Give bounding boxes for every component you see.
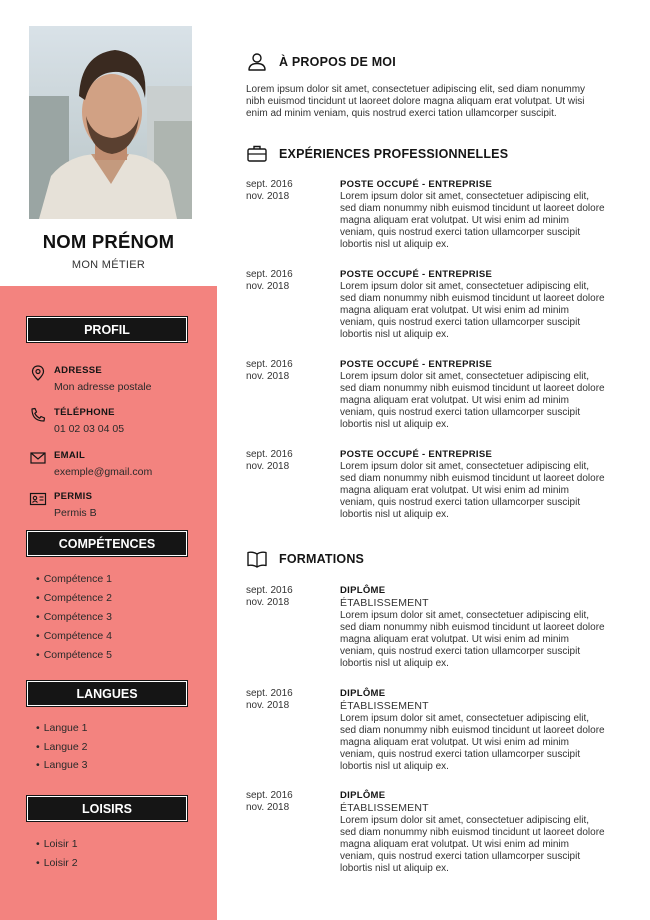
contact-license [29,490,209,526]
phone-icon [29,406,47,424]
entry-dates [246,359,326,383]
entry-body [340,269,606,341]
entry-body [340,790,606,875]
hobbies-list [36,838,206,876]
contact-label: PERMIS [54,491,93,502]
entry-start-date: sept. 2016 [246,359,293,370]
entry-dates [246,449,326,473]
entry-title: POSTE OCCUPÉ - ENTREPRISE [340,449,493,460]
contact-value: 01 02 03 04 05 [54,423,125,435]
entry-end-date: nov. 2018 [246,191,290,202]
skill-item: • Compétence 2 [36,592,206,611]
skill-item: • Compétence 5 [36,649,206,668]
entry-end-date: nov. 2018 [246,461,290,472]
entry-start-date: sept. 2016 [246,449,293,460]
entry-school: ÉTABLISSEMENT [340,700,429,712]
id-card-icon [29,490,47,508]
education-title: FORMATIONS [279,552,365,566]
entry-body [340,359,606,431]
entry-description: Lorem ipsum dolor sit amet, consectetuer adipiscing elit, sed diam nonummy nibh euismod tincidunt ut laoreet dolore magna aliquam erat volutpat. Ut wisi enim ad minim veniam, quis nostrud exerci tation ullamcorper suscipit lobortis nisl ut aliquip ex. [340,610,605,669]
about-title: À PROPOS DE MOI [279,55,396,69]
entry-body [340,179,606,251]
entry-description: Lorem ipsum dolor sit amet, consectetuer adipiscing elit, sed diam nonummy nibh euismod tincidunt ut laoreet dolore magna aliquam erat volutpat. Ut wisi enim ad minim veniam, quis nostrud exerci tation ullamcorper suscipit lobortis nisl ut aliquip ex. [340,281,605,340]
profile-photo [29,26,192,219]
candidate-name: NOM PRÉNOM [42,231,175,252]
hobby-item: • Loisir 1 [36,838,206,857]
entry-title: POSTE OCCUPÉ - ENTREPRISE [340,359,493,370]
user-icon [246,51,268,73]
entry-body [340,585,606,670]
contact-label: ADRESSE [54,365,103,376]
contact-label: EMAIL [54,450,86,461]
about-text: Lorem ipsum dolor sit amet, consectetuer adipiscing elit, sed diam nonummy nibh euismod tincidunt ut laoreet dolore magna aliquam erat volutpat. Ut wisi enim ad minim veniam, quis nostrud exerci tation ullamcorper suscipit. [246,84,586,119]
profil-section-header: PROFIL [27,317,187,342]
location-pin-icon [29,364,47,382]
contact-phone [29,406,209,442]
entry-start-date: sept. 2016 [246,269,293,280]
entry-title: DIPLÔME [340,585,386,596]
entry-description: Lorem ipsum dolor sit amet, consectetuer adipiscing elit, sed diam nonummy nibh euismod tincidunt ut laoreet dolore magna aliquam erat volutpat. Ut wisi enim ad minim veniam, quis nostrud exerci tation ullamcorper suscipit lobortis nisl ut aliquip ex. [340,815,605,874]
candidate-job-title: MON MÉTIER [71,259,146,271]
skill-item: • Compétence 1 [36,573,206,592]
entry-body [340,449,606,521]
entry-title: POSTE OCCUPÉ - ENTREPRISE [340,269,493,280]
entry-school: ÉTABLISSEMENT [340,802,429,814]
entry-end-date: nov. 2018 [246,371,290,382]
hobby-item: • Loisir 2 [36,857,206,876]
contact-email [29,449,209,485]
entry-title: POSTE OCCUPÉ - ENTREPRISE [340,179,493,190]
contact-address [29,364,209,400]
contact-label: TÉLÉPHONE [54,407,115,418]
language-item: • Langue 3 [36,759,206,778]
entry-dates [246,269,326,293]
languages-section-header: LANGUES [27,681,187,706]
contact-value: Permis B [54,507,97,519]
entry-title: DIPLÔME [340,790,386,801]
entry-description: Lorem ipsum dolor sit amet, consectetuer adipiscing elit, sed diam nonummy nibh euismod tincidunt ut laoreet dolore magna aliquam erat volutpat. Ut wisi enim ad minim veniam, quis nostrud exerci tation ullamcorper suscipit lobortis nisl ut aliquip ex. [340,713,605,772]
entry-dates [246,790,326,814]
entry-description: Lorem ipsum dolor sit amet, consectetuer adipiscing elit, sed diam nonummy nibh euismod tincidunt ut laoreet dolore magna aliquam erat volutpat. Ut wisi enim ad minim veniam, quis nostrud exerci tation ullamcorper suscipit lobortis nisl ut aliquip ex. [340,461,605,520]
experience-title: EXPÉRIENCES PROFESSIONNELLES [279,147,509,161]
entry-school: ÉTABLISSEMENT [340,597,429,609]
entry-start-date: sept. 2016 [246,790,293,801]
contact-value: Mon adresse postale [54,381,152,393]
entry-dates [246,688,326,712]
skill-item: • Compétence 4 [36,630,206,649]
entry-description: Lorem ipsum dolor sit amet, consectetuer adipiscing elit, sed diam nonummy nibh euismod tincidunt ut laoreet dolore magna aliquam erat volutpat. Ut wisi enim ad minim veniam, quis nostrud exerci tation ullamcorper suscipit lobortis nisl ut aliquip ex. [340,191,605,250]
entry-start-date: sept. 2016 [246,585,293,596]
languages-list [36,722,206,778]
entry-body [340,688,606,773]
skill-item: • Compétence 3 [36,611,206,630]
entry-description: Lorem ipsum dolor sit amet, consectetuer adipiscing elit, sed diam nonummy nibh euismod tincidunt ut laoreet dolore magna aliquam erat volutpat. Ut wisi enim ad minim veniam, quis nostrud exerci tation ullamcorper suscipit lobortis nisl ut aliquip ex. [340,371,605,430]
entry-end-date: nov. 2018 [246,700,290,711]
entry-end-date: nov. 2018 [246,802,290,813]
entry-end-date: nov. 2018 [246,597,290,608]
entry-end-date: nov. 2018 [246,281,290,292]
entry-start-date: sept. 2016 [246,179,293,190]
skills-section-header: COMPÉTENCES [27,531,187,556]
profile-photo-illustration [29,26,192,219]
contact-value: exemple@gmail.com [54,466,153,478]
hobbies-section-header: LOISIRS [27,796,187,821]
entry-start-date: sept. 2016 [246,688,293,699]
briefcase-icon [246,143,268,165]
language-item: • Langue 2 [36,741,206,760]
mail-icon [29,449,47,467]
language-item: • Langue 1 [36,722,206,741]
open-book-icon [246,548,268,570]
skills-list [36,573,206,668]
entry-dates [246,179,326,203]
entry-title: DIPLÔME [340,688,386,699]
entry-dates [246,585,326,609]
